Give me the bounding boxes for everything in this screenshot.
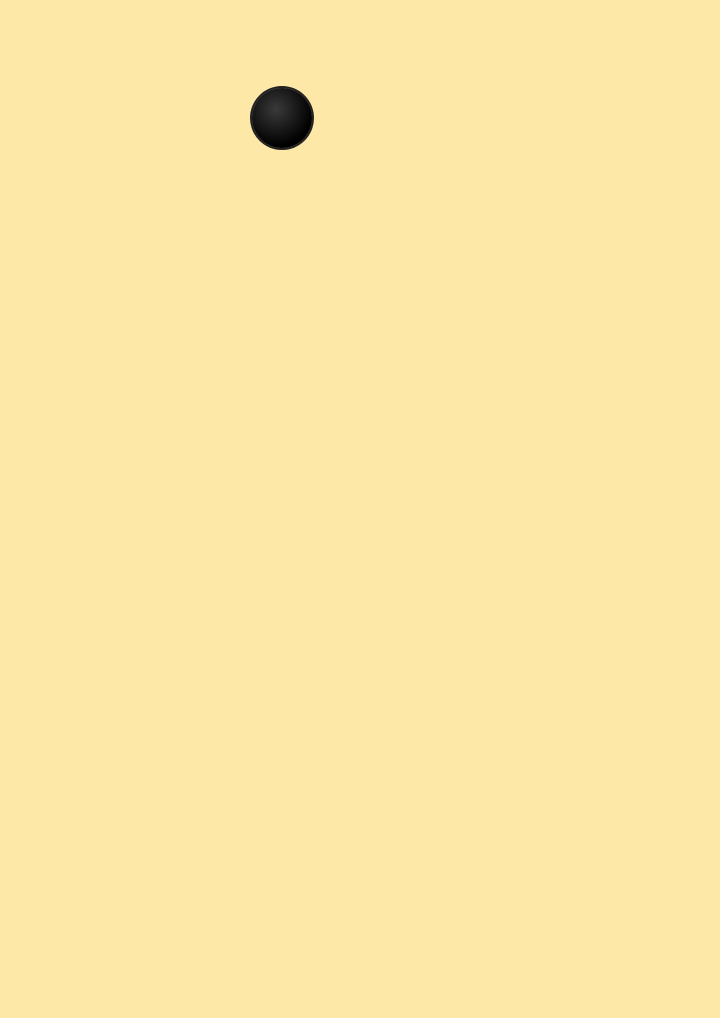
border-left (22, 0, 82, 1018)
brand-logo (252, 88, 467, 152)
article-body (87, 234, 632, 255)
logo-letter (252, 88, 312, 148)
border-bottom (0, 950, 720, 990)
border-right (640, 0, 700, 1018)
logo-mark (252, 88, 312, 148)
border-top (0, 24, 720, 64)
